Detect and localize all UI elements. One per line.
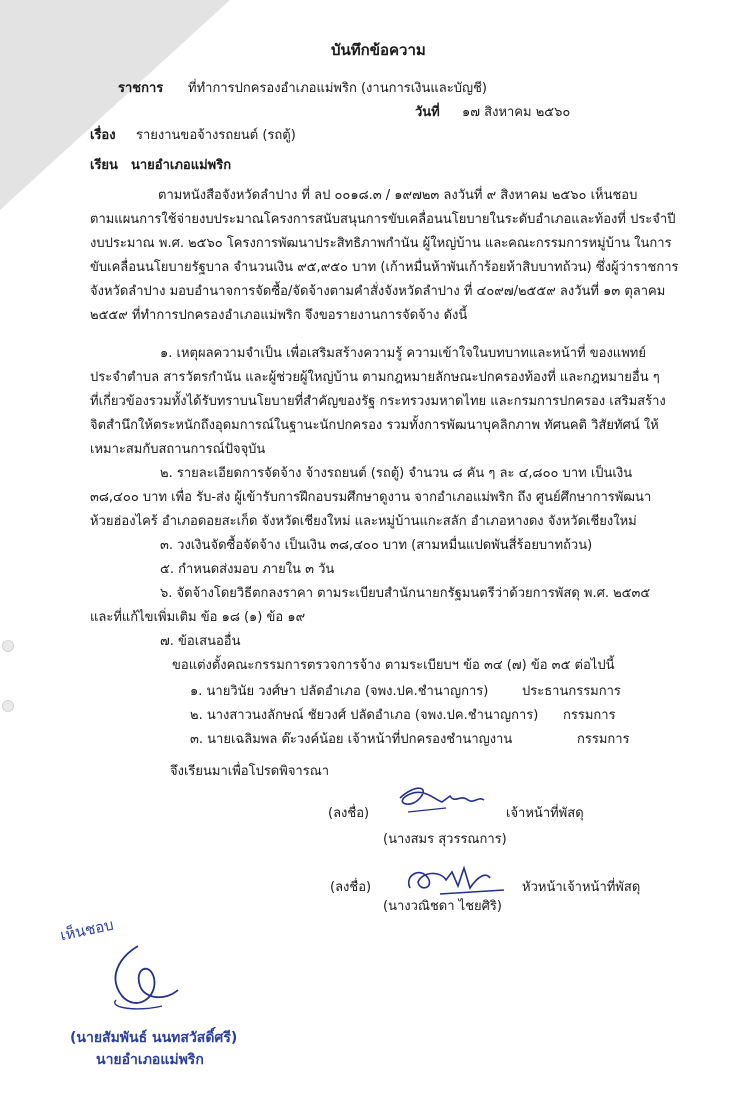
item7-desc: ขอแต่งตั้งคณะกรรมการตรวจการจ้าง ตามระเบียบฯ ข้อ ๓๔ (๗) ข้อ ๓๕ ต่อไปนี้ xyxy=(172,658,615,673)
committee-name: ๓. นายเฉลิมพล ต๊ะวงค์น้อย เจ้าหน้าที่ปกครองชำนาญงาน xyxy=(190,732,513,747)
subject-label: เรื่อง xyxy=(90,128,116,143)
committee-name: ๒. นางสาวนงลักษณ์ ชัยวงศ์ ปลัดอำเภอ (จพง.ปค.ชำนาญการ) xyxy=(190,708,539,723)
item1-line: ประจำตำบล สารวัตรกำนัน และผู้ช่วยผู้ใหญ่บ้าน ตามกฎหมายลักษณะปกครองท้องที่ และกฎหมายอื่น ๆ xyxy=(90,370,660,385)
sign-position: เจ้าหน้าที่พัสดุ xyxy=(506,806,584,821)
item2-line: ห้วยฮ่องไคร้ อำเภอดอยสะเก็ด จังหวัดเชียงใหม่ และหมู่บ้านแกะสลัก อำเภอหางดง จังหวัดเชียงใหม่ xyxy=(90,514,637,529)
date-label: วันที่ xyxy=(415,105,440,120)
committee-role: กรรมการ xyxy=(577,732,630,747)
item2-line: ๒. รายละเอียดการจัดจ้าง จ้างรถยนต์ (รถตู้) จำนวน ๘ คัน ๆ ละ ๔,๘๐๐ บาท เป็นเงิน xyxy=(160,466,633,481)
approver-name: (นายสัมพันธ์ นนทสวัสดิ์ศรี) xyxy=(70,1030,238,1046)
committee-role: กรรมการ xyxy=(563,708,616,723)
to-value: นายอำเภอแม่พริก xyxy=(131,158,232,173)
item6-line: และที่แก้ไขเพิ่มเติม ข้อ ๑๘ (๑) ข้อ ๑๙ xyxy=(90,610,306,625)
item1-line: ที่เกี่ยวข้องรวมทั้งได้รับทราบนโยบายที่สำคัญของรัฐ กระทรวงมหาดไทย และกรมการปกครอง เสริมสร้าง xyxy=(90,394,666,409)
intro-line: ขับเคลื่อนนโยบายรัฐบาล จำนวนเงิน ๙๕,๙๕๐ บาท (เก้าหมื่นห้าพันเก้าร้อยห้าสิบบาทถ้วน) ซึ่งผู้ว่าราชการ xyxy=(90,260,679,275)
signer-name: (นางสมร สุวรรณการ) xyxy=(383,832,507,847)
item7-title: ๗. ข้อเสนออื่น xyxy=(160,634,241,649)
intro-line: งบประมาณ พ.ศ. ๒๕๖๐ โครงการพัฒนาประสิทธิภาพกำนัน ผู้ใหญ่บ้าน และคณะกรรมการหมู่บ้าน ในการ xyxy=(90,236,672,251)
sign-label: (ลงชื่อ) xyxy=(328,806,370,821)
intro-line: ตามแผนการใช้จ่ายงบประมาณโครงการสนับสนุนการขับเคลื่อนนโยบายในระดับอำเภอและท้องที่ ประจำปี xyxy=(90,212,676,227)
item1-line: จิตสำนึกให้ตระหนักถึงอุดมการณ์ในฐานะนักปกครอง รวมทั้งการพัฒนาบุคลิกภาพ ทัศนคติ วิสัยทัศน์ ให้ xyxy=(90,418,659,433)
date-value: ๑๗ สิงหาคม ๒๕๖๐ xyxy=(462,105,571,120)
committee-name: ๑. นายวินัย วงศ์ษา ปลัดอำเภอ (จพง.ปค.ชำนาญการ) xyxy=(190,684,489,699)
subject-value: รายงานขอจ้างรถยนต์ (รถตู้) xyxy=(136,128,296,143)
item2-line: ๓๘,๔๐๐ บาท เพื่อ รับ-ส่ง ผู้เข้ารับการฝึกอบรมศึกษาดูงาน จากอำเภอแม่พริก ถึง ศูนย์ศึกษาการพัฒนา xyxy=(90,490,652,505)
intro-line: ตามหนังสือจังหวัดลำปาง ที่ ลป ๐๐๑๘.๓ / ๑๙๗๒๓ ลงวันที่ ๙ สิงหาคม ๒๕๖๐ เห็นชอบ xyxy=(158,188,638,203)
signer-name: (นางวณิชดา ไชยศิริ) xyxy=(383,899,502,914)
closing-line: จึงเรียนมาเพื่อโปรดพิจารณา xyxy=(170,764,330,779)
agency-label: ราชการ xyxy=(118,81,164,96)
item5-line: ๕. กำหนดส่งมอบ ภายใน ๓ วัน xyxy=(160,562,335,577)
item1-line: ๑. เหตุผลความจำเป็น เพื่อเสริมสร้างความรู้ ความเข้าใจในบทบาทและหน้าที่ ของแพทย์ xyxy=(160,346,646,361)
intro-line: ๒๕๕๙ ที่ทำการปกครองอำเภอแม่พริก จึงขอรายงานการจัดจ้าง ดังนี้ xyxy=(90,308,468,323)
agency-value: ที่ทำการปกครองอำเภอแม่พริก (งานการเงินและบัญชี) xyxy=(188,81,487,96)
committee-role: ประธานกรรมการ xyxy=(522,684,621,699)
memo-title: บันทึกข้อความ xyxy=(331,41,426,59)
item1-line: เหมาะสมกับสถานการณ์ปัจจุบัน xyxy=(90,442,266,457)
sign-label: (ลงชื่อ) xyxy=(330,880,372,895)
item3-line: ๓. วงเงินจัดซื้อจัดจ้าง เป็นเงิน ๓๘,๔๐๐ บาท (สามหมื่นแปดพันสี่ร้อยบาทถ้วน) xyxy=(160,538,593,553)
signature-1-scribble xyxy=(380,780,490,820)
item6-line: ๖. จัดจ้างโดยวิธีตกลงราคา ตามระเบียบสำนักนายกรัฐมนตรีว่าด้วยการพัสดุ พ.ศ. ๒๕๓๕ xyxy=(160,586,651,601)
approval-handwritten-note: เห็นชอบ xyxy=(58,915,116,945)
approval-signature-scribble xyxy=(78,938,188,1018)
intro-line: จังหวัดลำปาง มอบอำนาจการจัดซื้อ/จัดจ้างตามคำสั่งจังหวัดลำปาง ที่ ๔๐๙๗/๒๕๕๙ ลงวันที่ ๑๓ ตุลาคม xyxy=(90,284,666,299)
approver-position: นายอำเภอแม่พริก xyxy=(96,1052,204,1068)
signature-2-scribble xyxy=(400,858,520,898)
sign-position: หัวหน้าเจ้าหน้าที่พัสดุ xyxy=(522,880,641,895)
to-label: เรียน xyxy=(90,158,118,173)
scan-fold-corner xyxy=(0,0,230,210)
